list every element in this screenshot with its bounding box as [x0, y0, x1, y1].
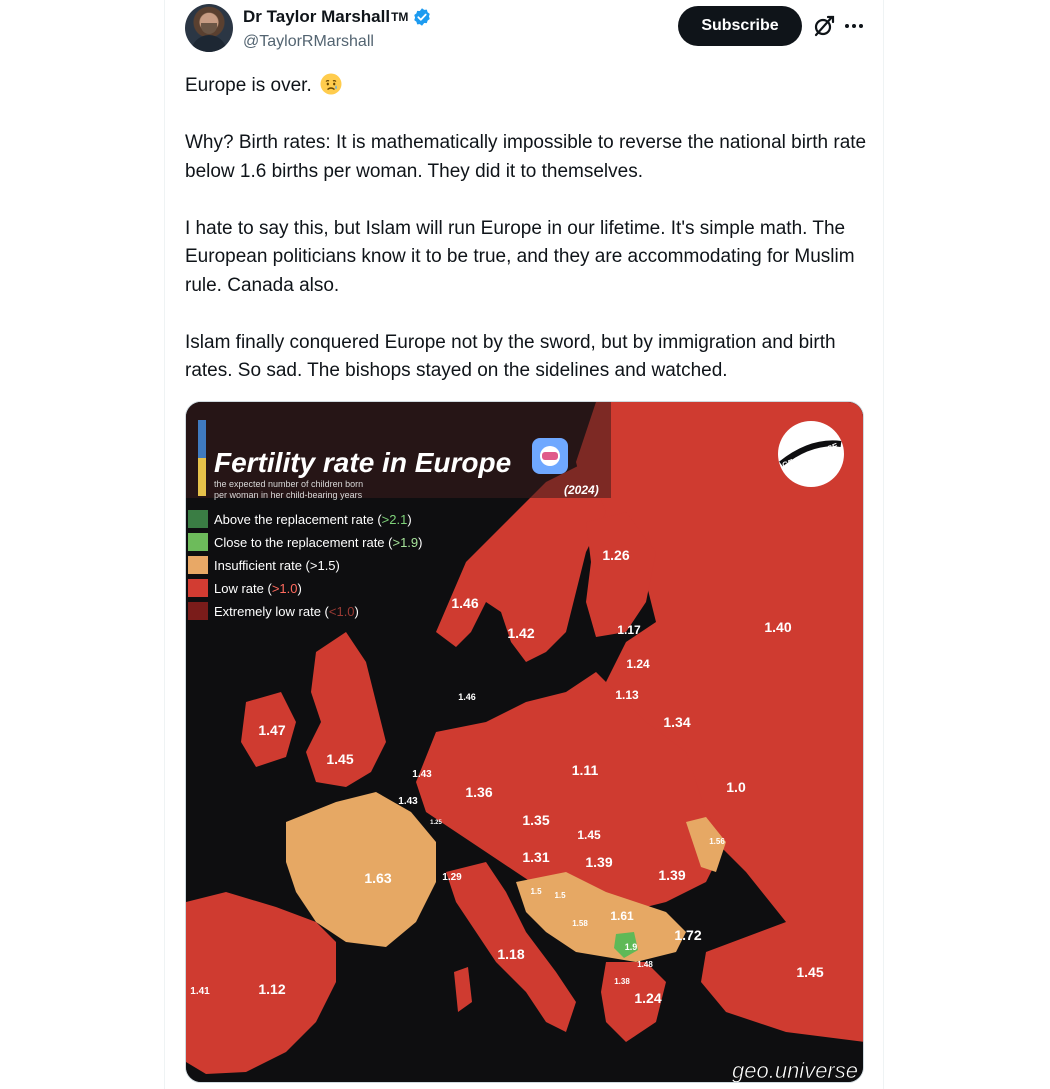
title-color-bar-yellow — [198, 458, 206, 496]
legend-label: Above the replacement rate (>2.1) — [214, 512, 412, 527]
legend-swatch — [188, 602, 208, 620]
legend-label: Extremely low rate (<1.0) — [214, 604, 359, 619]
tweet-paragraph: I hate to say this, but Islam will run Europe in our lifetime. It's simple math. The European politicians know it to be true, and they are accommodating for Muslim rule. Canada also. — [185, 217, 855, 296]
grok-icon[interactable] — [812, 14, 836, 38]
country-value: 1.40 — [764, 619, 792, 635]
svg-text:GEOUNIVERSE: GEOUNIVERSE — [781, 441, 840, 470]
tweet-text — [185, 72, 875, 414]
country-value: 1.11 — [571, 762, 599, 778]
country-value: 1.43 — [398, 796, 418, 807]
country-value: 1.38 — [614, 977, 630, 986]
country-value: 1.45 — [326, 751, 354, 767]
palette-icon — [532, 438, 568, 474]
country-value: 1.72 — [674, 927, 702, 943]
country-value: 1.39 — [585, 854, 613, 870]
legend-swatch — [188, 579, 208, 597]
map-subtitle-line1: the expected number of children born — [214, 479, 364, 489]
country-value: 1.13 — [615, 688, 639, 702]
map-year: (2024) — [564, 483, 599, 497]
verified-badge-icon — [412, 7, 432, 27]
country-value: 1.25 — [430, 820, 442, 826]
country-value: 1.47 — [258, 722, 286, 738]
tweet-column — [164, 0, 884, 1089]
crying-face-icon — [319, 72, 343, 96]
country-value: 1.63 — [364, 870, 392, 886]
country-value: 1.24 — [626, 657, 650, 671]
country-value: 1.29 — [442, 872, 462, 883]
legend-swatch — [188, 556, 208, 574]
author-handle[interactable]: @TaylorRMarshall — [243, 33, 374, 50]
country-value: 1.61 — [610, 909, 634, 923]
country-value: 1.31 — [522, 849, 550, 865]
tm-mark: TM — [391, 10, 409, 24]
title-color-bar-blue — [198, 420, 206, 458]
country-value: 1.17 — [617, 623, 641, 637]
country-value: 1.9 — [624, 942, 638, 952]
country-value: 1.0 — [726, 779, 746, 795]
map-subtitle-line2: per woman in her child-bearing years — [214, 490, 363, 500]
legend-label: Low rate (>1.0) — [214, 581, 302, 596]
country-value: 1.56 — [709, 837, 725, 846]
country-value: 1.58 — [572, 919, 588, 928]
more-options-icon[interactable] — [842, 14, 866, 38]
country-value: 1.36 — [465, 784, 493, 800]
country-value: 1.34 — [663, 714, 691, 730]
country-value: 1.42 — [507, 625, 535, 641]
legend-label: Insufficient rate (>1.5) — [214, 558, 340, 573]
country-value: 1.41 — [190, 986, 210, 997]
author-name-row[interactable] — [243, 6, 432, 28]
tweet-paragraph: Europe is over. — [185, 72, 875, 101]
map-title: Fertility rate in Europe — [214, 447, 512, 478]
country-value: 1.48 — [637, 960, 653, 969]
avatar[interactable] — [185, 4, 233, 52]
tweet-header — [185, 4, 865, 58]
country-value: 1.43 — [412, 769, 432, 780]
country-value: 1.24 — [634, 990, 662, 1006]
tweet-paragraph: Why? Birth rates: It is mathematically impossible to reverse the national birth rate below 1.6 births per woman. They did it to themselves. — [185, 132, 867, 182]
country-value: 1.46 — [458, 692, 476, 702]
legend-swatch — [188, 510, 208, 528]
tweet-paragraph: Islam finally conquered Europe not by the sword, but by immigration and birth rates. So sad. The bishops stayed on the sidelines and watched. — [185, 331, 836, 381]
country-value: 1.35 — [522, 812, 550, 828]
country-value: 1.5 — [530, 887, 542, 896]
country-value: 1.26 — [602, 547, 630, 563]
display-name[interactable]: Dr Taylor Marshall — [243, 7, 391, 26]
country-value: 1.39 — [658, 867, 686, 883]
europe-fertility-map — [186, 402, 864, 1083]
country-value: 1.45 — [577, 828, 601, 842]
subscribe-button[interactable]: Subscribe — [678, 6, 802, 46]
watermark: geo.universe — [732, 1058, 858, 1083]
tweet-image-map[interactable] — [185, 401, 864, 1083]
country-value: 1.18 — [497, 946, 525, 962]
country-value: 1.45 — [796, 964, 824, 980]
legend-label: Close to the replacement rate (>1.9) — [214, 535, 423, 550]
legend-swatch — [188, 533, 208, 551]
geouniverse-badge-icon — [778, 421, 844, 487]
country-value: 1.5 — [554, 891, 566, 900]
country-value: 1.12 — [258, 981, 286, 997]
country-value: 1.46 — [451, 595, 479, 611]
